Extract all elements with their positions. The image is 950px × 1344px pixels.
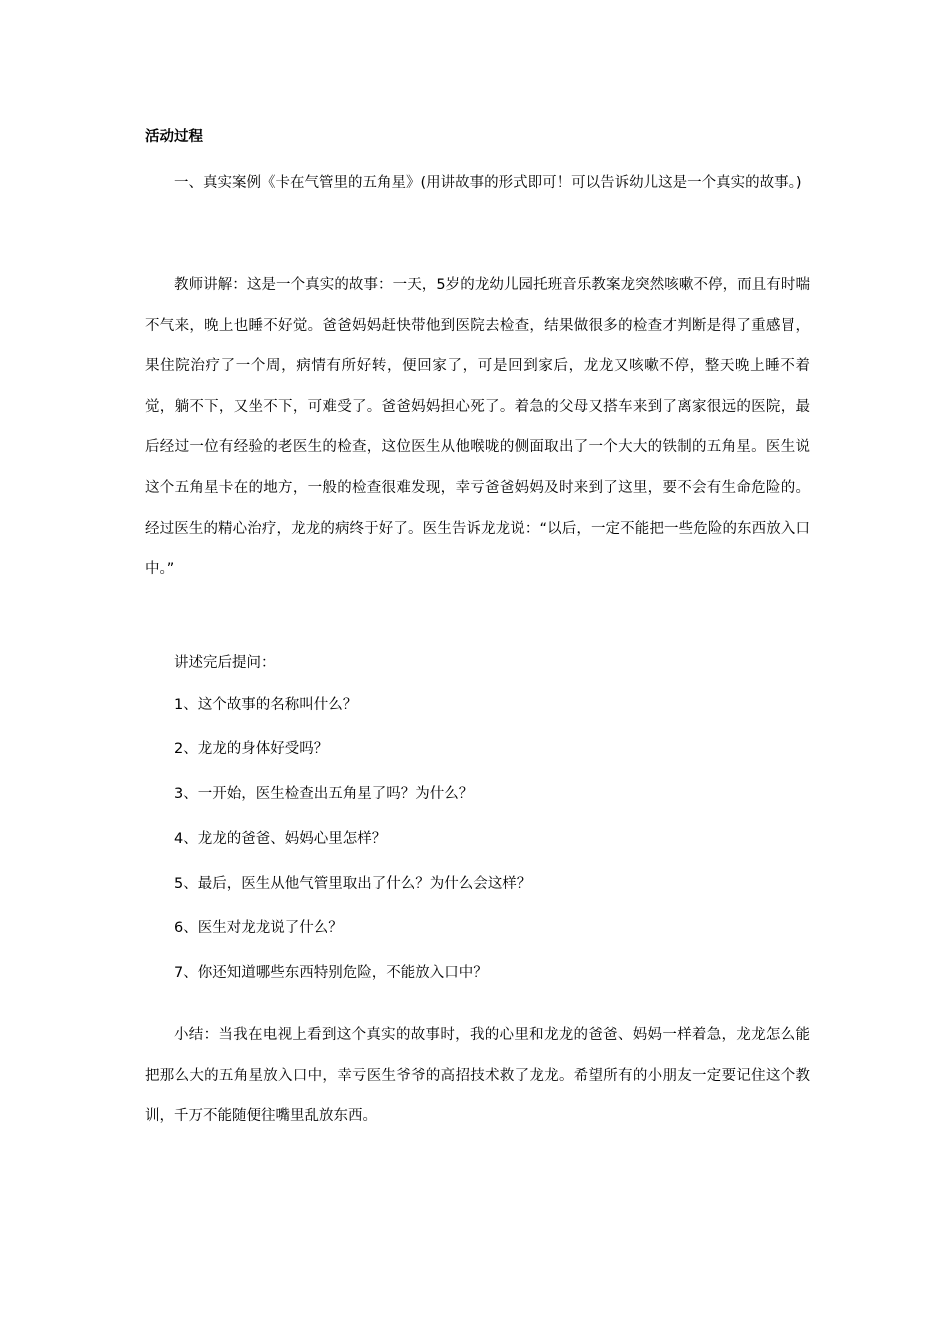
- question-item-2: 2、龙龙的身体好受吗？: [174, 741, 329, 757]
- question-item-3: 3、一开始，医生检查出五角星了吗？为什么？: [174, 786, 474, 802]
- summary-paragraph: 小结：当我在电视上看到这个真实的故事时，我的心里和龙龙的爸爸、妈妈一样着急，龙龙怎么能把那么大的五角星放入口中，幸亏医生爷爷的高招技术救了龙龙。希望所有的小朋友一定要记住这个教训，千万不能随便往嘴里乱放东西。: [145, 1027, 810, 1125]
- section-heading: 活动过程: [145, 129, 203, 145]
- question-item-6: 6、医生对龙龙说了什么？: [174, 920, 343, 936]
- questions-intro: 讲述完后提问：: [174, 655, 276, 671]
- intro-paragraph: 一、真实案例《卡在气管里的五角星》(用讲故事的形式即可！可以告诉幼儿这是一个真实的故事。): [174, 175, 802, 191]
- question-item-4: 4、龙龙的爸爸、妈妈心里怎样？: [174, 831, 387, 847]
- question-item-7: 7、你还知道哪些东西特别危险，不能放入口中？: [174, 965, 488, 981]
- story-paragraph: 教师讲解：这是一个真实的故事：一天，5岁的龙幼儿园托班音乐教案龙突然咳嗽不停，而且有时喘不气来，晚上也睡不好觉。爸爸妈妈赶快带他到医院去检查，结果做很多的检查才判断是得了重感冒，果住院治疗了一个周，病情有所好转，便回家了，可是回到家后，龙龙又咳嗽不停，整天晚上睡不着觉，躺不下，又坐不下，可难受了。爸爸妈妈担心死了。着急的父母又搭车来到了离家很远的医院，最后经过一位有经验的老医生的检查，这位医生从他喉咙的侧面取出了一个大大的铁制的五角星。医生说这个五角星卡在的地方，一般的检查很难发现，幸亏爸爸妈妈及时来到了这里，要不会有生命危险的。经过医生的精心治疗，龙龙的病终于好了。医生告诉龙龙说：“以后，一定不能把一些危险的东西放入口中。”: [145, 277, 810, 578]
- question-item-1: 1、这个故事的名称叫什么？: [174, 697, 358, 713]
- question-item-5: 5、最后，医生从他气管里取出了什么？为什么会这样？: [174, 876, 532, 892]
